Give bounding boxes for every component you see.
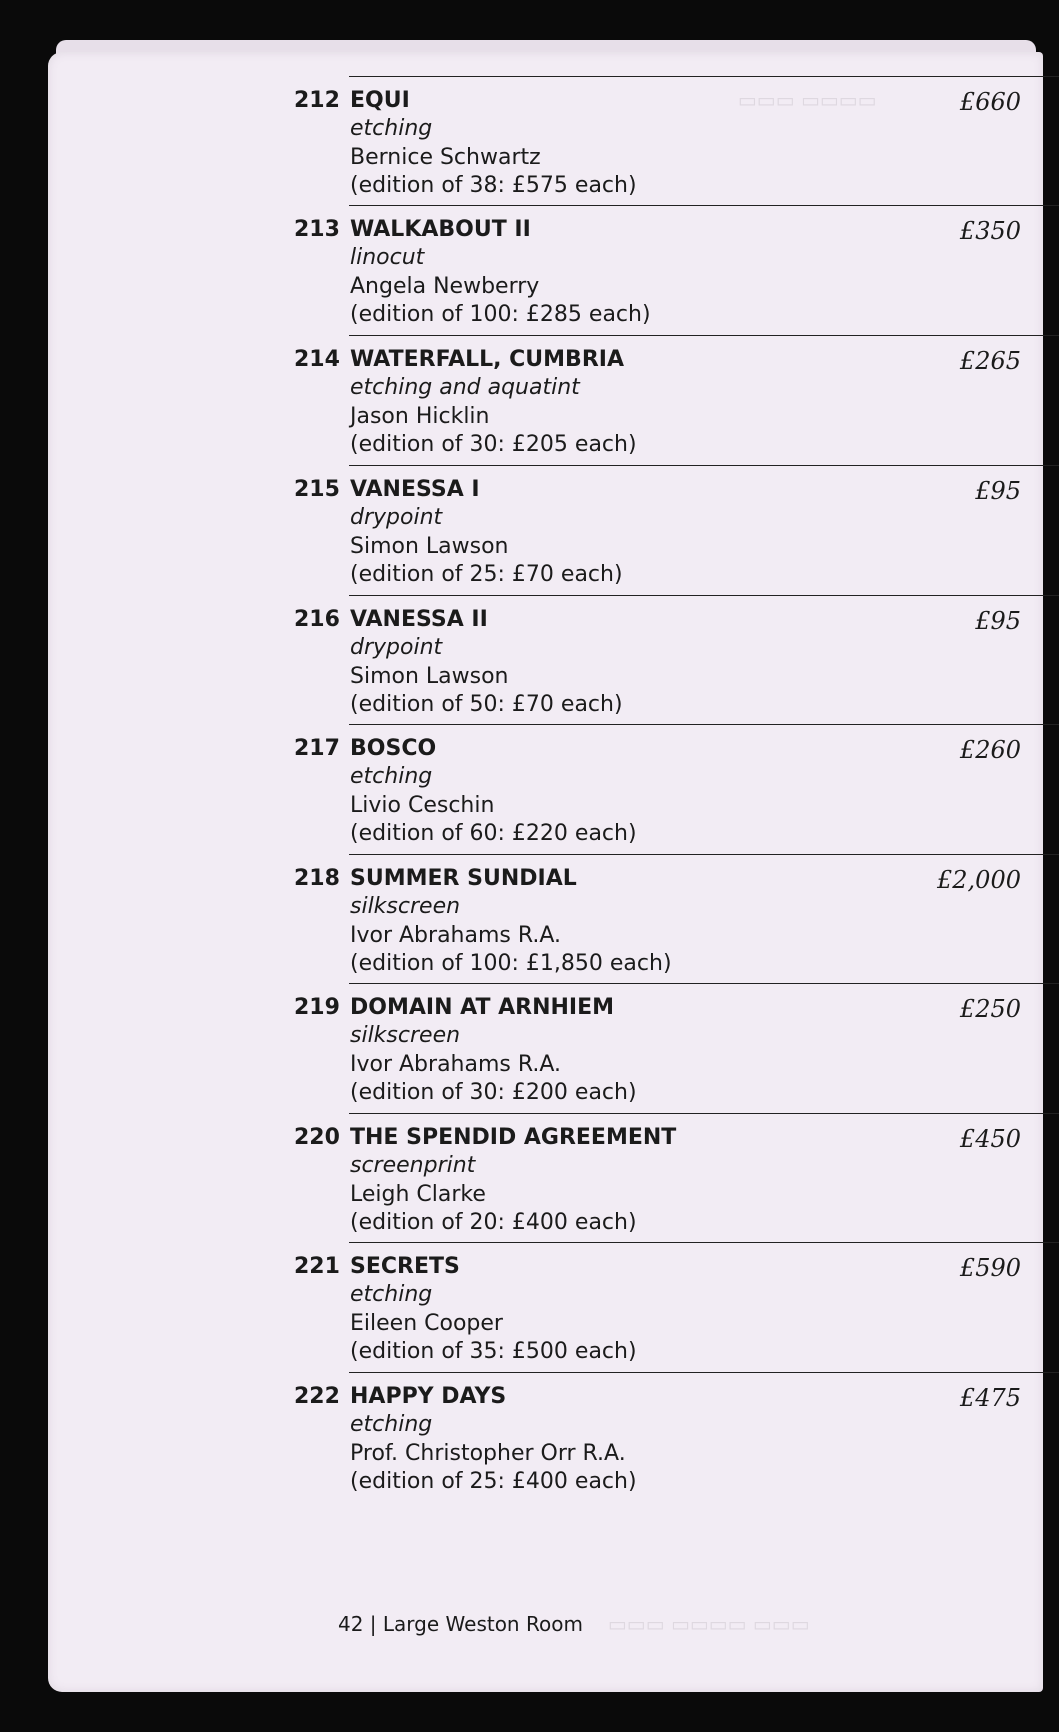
entry-edition: (edition of 100: £285 each) bbox=[350, 302, 651, 327]
entry-medium: screenprint bbox=[350, 1153, 476, 1178]
entry-artist: Angela Newberry bbox=[350, 274, 540, 299]
entry-divider bbox=[349, 1372, 1059, 1373]
entry-artist: Simon Lawson bbox=[350, 664, 509, 689]
entry-edition: (edition of 30: £205 each) bbox=[350, 432, 637, 457]
show-through: ▭▭▭ ▭▭▭▭ ▭▭▭ bbox=[608, 1612, 810, 1636]
entry-number: 216 bbox=[294, 607, 340, 632]
entry-medium: etching bbox=[350, 116, 433, 141]
entry-artist: Prof. Christopher Orr R.A. bbox=[350, 1441, 626, 1466]
entry-medium: etching bbox=[350, 1412, 433, 1437]
page-footer: 42 | Large Weston Room bbox=[338, 1612, 583, 1636]
entry-title: THE SPENDID AGREEMENT bbox=[350, 1125, 677, 1150]
entry-edition: (edition of 25: £400 each) bbox=[350, 1469, 637, 1494]
entry-price: £660 bbox=[959, 88, 1021, 116]
entry-price: £250 bbox=[959, 995, 1021, 1023]
entry-artist: Leigh Clarke bbox=[350, 1182, 486, 1207]
catalogue-entry bbox=[48, 1113, 1043, 1241]
catalogue-entry bbox=[48, 595, 1043, 723]
entry-divider bbox=[349, 1242, 1059, 1243]
entry-number: 214 bbox=[294, 347, 340, 372]
entry-title: WATERFALL, CUMBRIA bbox=[350, 347, 624, 372]
entry-edition: (edition of 60: £220 each) bbox=[350, 821, 637, 846]
entry-price: £260 bbox=[959, 736, 1021, 764]
entry-price: £265 bbox=[959, 347, 1021, 375]
entry-divider bbox=[349, 465, 1059, 466]
entry-medium: silkscreen bbox=[350, 1023, 461, 1048]
entry-title: SECRETS bbox=[350, 1254, 460, 1279]
entry-divider bbox=[349, 335, 1059, 336]
entry-price: £590 bbox=[959, 1254, 1021, 1282]
entry-title: HAPPY DAYS bbox=[350, 1384, 507, 1409]
entry-number: 218 bbox=[294, 866, 340, 891]
catalogue-entry bbox=[48, 724, 1043, 852]
entry-edition: (edition of 100: £1,850 each) bbox=[350, 951, 672, 976]
entry-divider bbox=[349, 1113, 1059, 1114]
entry-number: 215 bbox=[294, 477, 340, 502]
entry-number: 212 bbox=[294, 88, 340, 113]
entry-medium: etching and aquatint bbox=[350, 375, 580, 400]
entry-number: 222 bbox=[294, 1384, 340, 1409]
catalogue-entry bbox=[48, 983, 1043, 1111]
entry-medium: drypoint bbox=[350, 505, 443, 530]
entry-divider bbox=[349, 205, 1059, 206]
catalogue-entry bbox=[48, 76, 1043, 204]
entry-title: VANESSA I bbox=[350, 477, 480, 502]
entry-title: WALKABOUT II bbox=[350, 217, 531, 242]
entry-edition: (edition of 35: £500 each) bbox=[350, 1339, 637, 1364]
entry-edition: (edition of 25: £70 each) bbox=[350, 562, 623, 587]
catalogue-entry bbox=[48, 1372, 1043, 1500]
entry-artist: Jason Hicklin bbox=[350, 404, 490, 429]
entry-divider bbox=[349, 76, 1059, 77]
entry-artist: Livio Ceschin bbox=[350, 793, 495, 818]
entry-price: £350 bbox=[959, 217, 1021, 245]
entry-edition: (edition of 38: £575 each) bbox=[350, 173, 637, 198]
catalogue-page bbox=[48, 52, 1043, 1692]
entry-medium: drypoint bbox=[350, 635, 443, 660]
show-through: ▭▭▭▭ ▭▭▭ bbox=[738, 88, 877, 112]
catalogue-entry bbox=[48, 854, 1043, 982]
entry-price: £450 bbox=[959, 1125, 1021, 1153]
entry-price: £95 bbox=[975, 477, 1021, 505]
catalogue-entry bbox=[48, 1242, 1043, 1370]
entry-price: £2,000 bbox=[937, 866, 1021, 894]
entry-artist: Ivor Abrahams R.A. bbox=[350, 923, 562, 948]
catalogue-entry bbox=[48, 335, 1043, 463]
entry-edition: (edition of 20: £400 each) bbox=[350, 1210, 637, 1235]
catalogue-entry bbox=[48, 465, 1043, 593]
entry-artist: Eileen Cooper bbox=[350, 1311, 503, 1336]
entry-medium: silkscreen bbox=[350, 894, 461, 919]
entry-title: BOSCO bbox=[350, 736, 437, 761]
entry-divider bbox=[349, 724, 1059, 725]
entry-artist: Bernice Schwartz bbox=[350, 145, 541, 170]
entry-medium: etching bbox=[350, 764, 433, 789]
entry-price: £475 bbox=[959, 1384, 1021, 1412]
entry-edition: (edition of 50: £70 each) bbox=[350, 692, 623, 717]
entry-number: 220 bbox=[294, 1125, 340, 1150]
entry-divider bbox=[349, 854, 1059, 855]
entry-title: VANESSA II bbox=[350, 607, 488, 632]
entry-divider bbox=[349, 595, 1059, 596]
entry-divider bbox=[349, 983, 1059, 984]
entry-artist: Ivor Abrahams R.A. bbox=[350, 1052, 562, 1077]
catalogue-entry bbox=[48, 205, 1043, 333]
entry-title: DOMAIN AT ARNHIEM bbox=[350, 995, 615, 1020]
entry-medium: etching bbox=[350, 1282, 433, 1307]
entry-number: 219 bbox=[294, 995, 340, 1020]
entry-number: 217 bbox=[294, 736, 340, 761]
entry-edition: (edition of 30: £200 each) bbox=[350, 1080, 637, 1105]
entry-number: 213 bbox=[294, 217, 340, 242]
entry-title: EQUI bbox=[350, 88, 410, 113]
entry-price: £95 bbox=[975, 607, 1021, 635]
entry-medium: linocut bbox=[350, 245, 425, 270]
entry-number: 221 bbox=[294, 1254, 340, 1279]
entry-title: SUMMER SUNDIAL bbox=[350, 866, 577, 891]
entry-artist: Simon Lawson bbox=[350, 534, 509, 559]
